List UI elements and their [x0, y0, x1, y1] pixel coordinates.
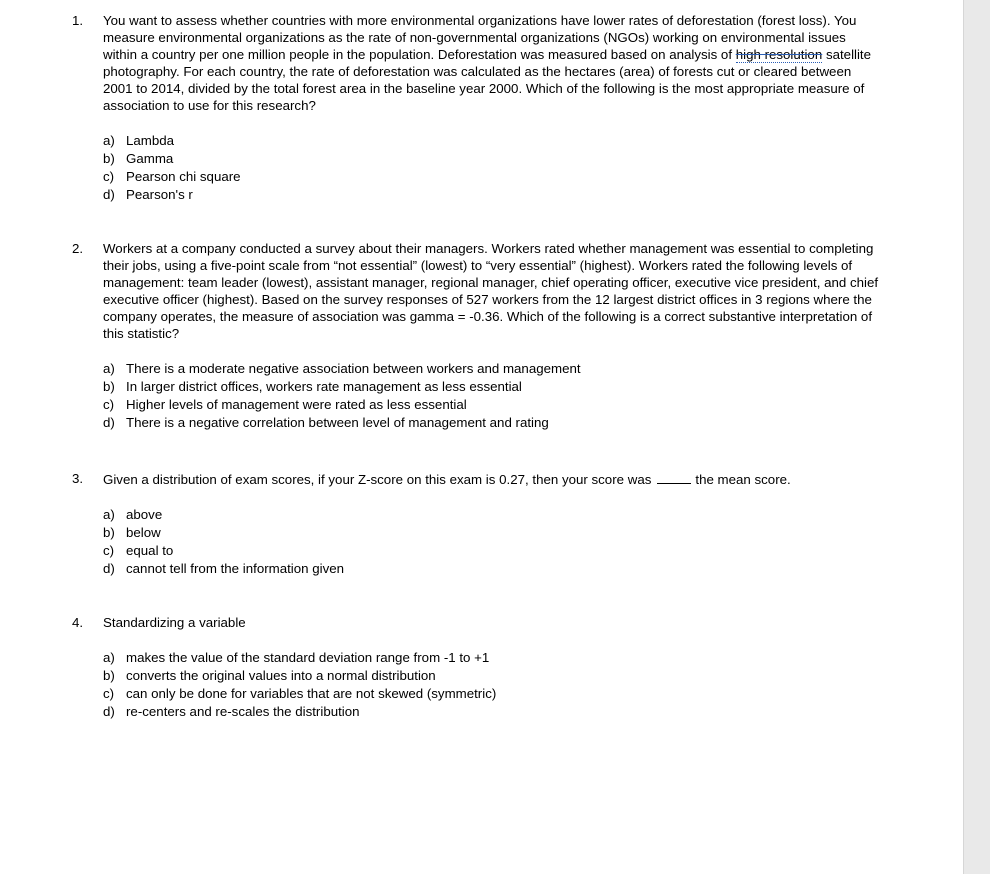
- option-b: b) Gamma: [103, 151, 174, 166]
- option-d: d) There is a negative correlation between level of management and rating: [103, 415, 549, 430]
- option-a: a) makes the value of the standard deviation range from -1 to +1: [103, 650, 490, 665]
- option-c: c) can only be done for variables that are not skewed (symmetric): [103, 686, 497, 701]
- option-d: d) Pearson's r: [103, 187, 193, 202]
- tracked-deletion: high resolution: [735, 47, 823, 62]
- option-c: c) equal to: [103, 543, 174, 558]
- option-a: a) above: [103, 507, 163, 522]
- answer-options: [103, 360, 882, 432]
- question-text: Given a distribution of exam scores, if your Z-score on this exam is 0.27, then your score was the mean score.: [103, 472, 791, 487]
- option-b: b) In larger district offices, workers rate management as less essential: [103, 379, 522, 394]
- option-c: c) Pearson chi square: [103, 169, 241, 184]
- question-text: Workers at a company conducted a survey about their managers. Workers rated whether management was essential to completing their jobs, using a five-point scale from “not essential” (lowest) to “very essential” (highest). Workers rated the following levels of management: team leader (lowest), assistant manager, regional manager, chief operating officer, executive vice president, and chief executive officer (highest). Based on the survey responses of 527 workers from the 12 largest district offices in 3 regions where the company operates, the measure of association was gamma = -0.36. Which of the following is a correct substantive interpretation of this statistic?: [103, 241, 879, 341]
- question-text: Standardizing a variable: [103, 615, 246, 630]
- option-b: b) below: [103, 525, 161, 540]
- question-3: [72, 470, 882, 578]
- option-a: a) Lambda: [103, 133, 175, 148]
- answer-options: [103, 506, 882, 578]
- question-number: 2.: [72, 241, 84, 256]
- option-a: a) There is a moderate negative association between workers and management: [103, 361, 581, 376]
- answer-options: [103, 132, 882, 204]
- question-2: [72, 240, 882, 432]
- window-scroll-gutter[interactable]: [963, 0, 990, 874]
- option-d: d) cannot tell from the information given: [103, 561, 345, 576]
- fill-in-blank: [657, 470, 691, 484]
- answer-options: [103, 649, 882, 721]
- question-number: 1.: [72, 13, 84, 28]
- option-b: b) converts the original values into a normal distribution: [103, 668, 436, 683]
- question-text: You want to assess whether countries with more environmental organizations have lower rates of deforestation (forest loss). You measure environmental organizations as the rate of non-governmental organizations (NGOs) working on environmental issues within a country per one million people in the population. Deforestation was measured based on analysis of high resolution satellite photography. For each country, the rate of deforestation was calculated as the hectares (area) of forests cut or cleared between 2001 to 2014, divided by the total forest area in the baseline year 2000. Which of the following is the most appropriate measure of association to use for this research?: [103, 13, 872, 113]
- option-c: c) Higher levels of management were rated as less essential: [103, 397, 467, 412]
- question-number: 4.: [72, 615, 84, 630]
- option-d: d) re-centers and re-scales the distribution: [103, 704, 360, 719]
- question-4: [72, 614, 882, 721]
- question-number: 3.: [72, 471, 84, 486]
- question-1: [72, 12, 882, 204]
